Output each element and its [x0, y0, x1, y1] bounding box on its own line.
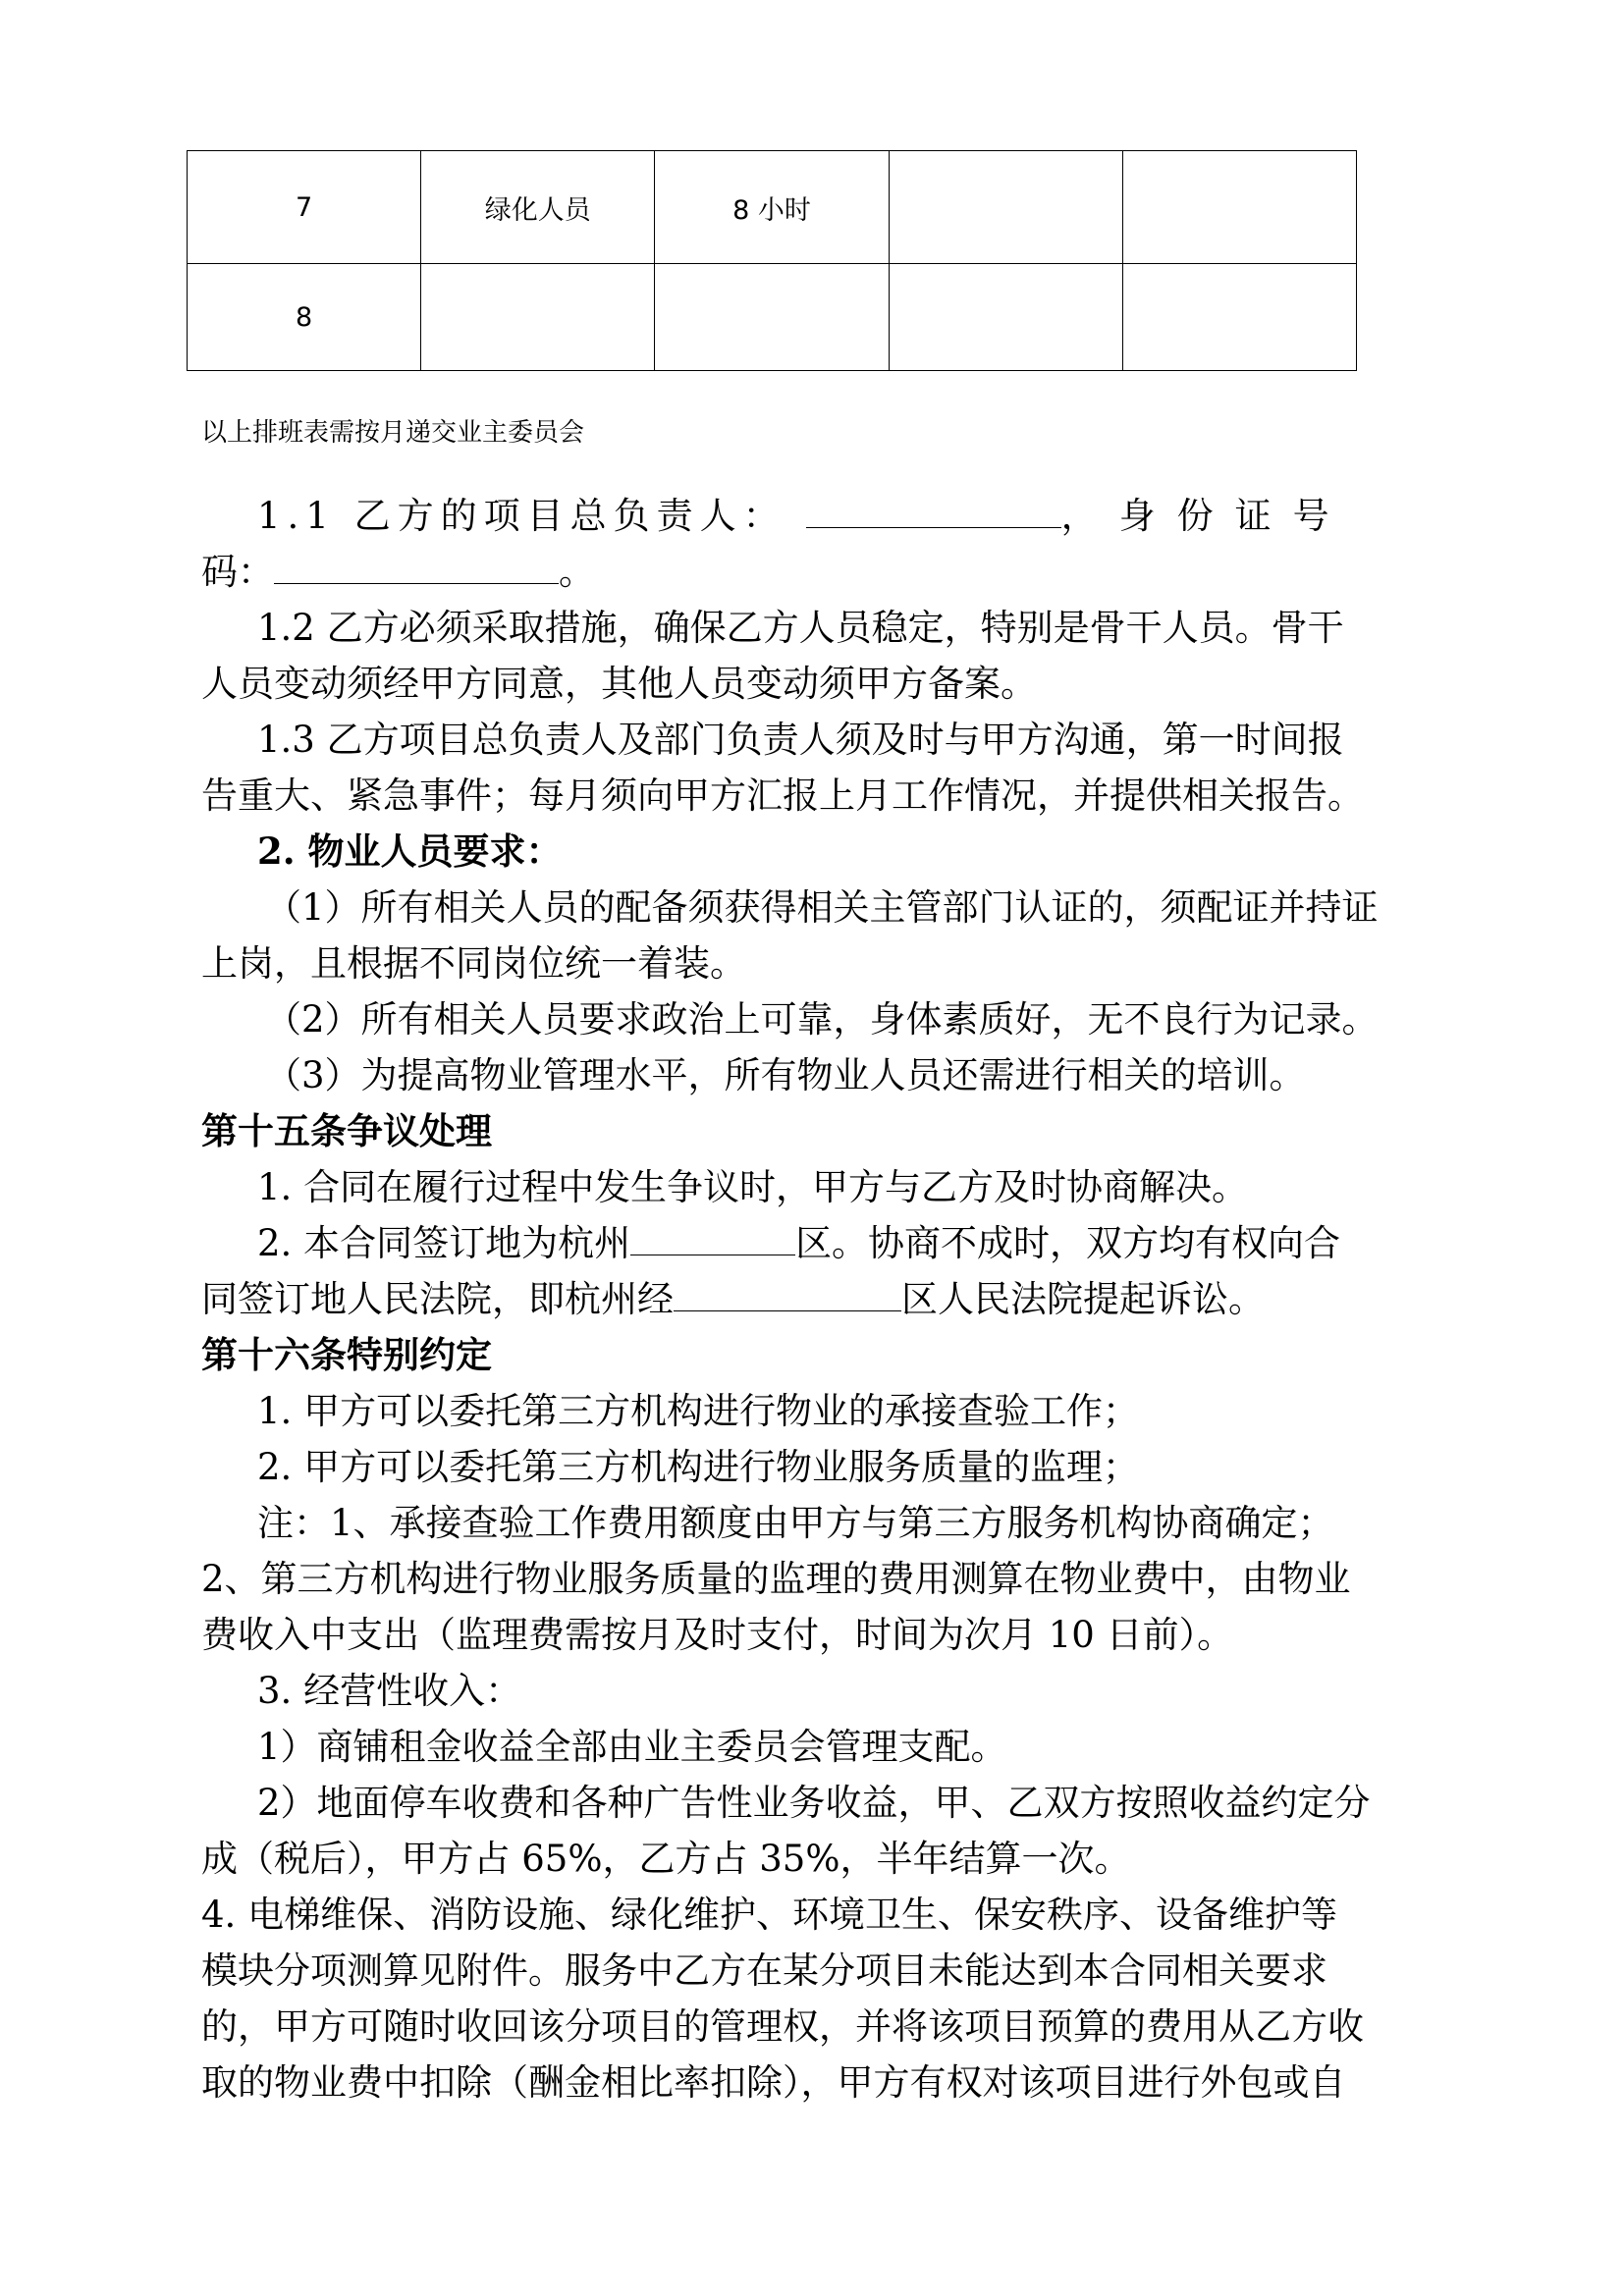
paragraph-line: 1）商铺租金收益全部由业主委员会管理支配。 — [257, 1726, 1007, 1768]
paragraph-line: 2、第三方机构进行物业服务质量的监理的费用测算在物业费中，由物业 — [201, 1558, 1351, 1600]
paragraph-line: 模块分项测算见附件。服务中乙方在某分项目未能达到本合同相关要求 — [201, 1949, 1327, 1992]
paragraph-line: （1）所有相关人员的配备须获得相关主管部门认证的，须配证并持证 — [265, 886, 1379, 929]
text: 同签订地人民法院，即杭州经 — [201, 1278, 674, 1320]
paragraph-line: 成（税后），甲方占 65%，乙方占 35%，半年结算一次。 — [201, 1838, 1131, 1880]
paragraph-line: 1.2 乙方必须采取措施，确保乙方人员稳定，特别是骨干人员。骨干 — [257, 607, 1344, 649]
paragraph-line: 2）地面停车收费和各种广告性业务收益，甲、乙双方按照收益约定分 — [257, 1782, 1371, 1824]
table-cell — [1122, 264, 1356, 371]
article-heading: 第十五条争议处理 — [201, 1109, 492, 1152]
paragraph-line: 1.3 乙方项目总负责人及部门负责人须及时与甲方沟通，第一时间报 — [257, 719, 1344, 761]
table-row — [188, 151, 1357, 264]
text: ，身份证号 — [1060, 495, 1351, 537]
paragraph-line: 2. 甲方可以委托第三方机构进行物业服务质量的监理； — [257, 1446, 1140, 1488]
paragraph-line: 告重大、紧急事件；每月须向甲方汇报上月工作情况，并提供相关报告。 — [201, 774, 1364, 817]
table-row — [188, 264, 1357, 371]
table-note: 以上排班表需按月递交业主委员会 — [201, 418, 585, 448]
paragraph-line: 1. 甲方可以委托第三方机构进行物业的承接查验工作； — [257, 1390, 1140, 1432]
fill-in-blank — [630, 1217, 795, 1255]
paragraph-line — [257, 1215, 1428, 1271]
paragraph-line: 3. 经营性收入： — [257, 1670, 522, 1712]
paragraph-line: 上岗，且根据不同岗位统一着装。 — [201, 942, 746, 985]
table-cell: 绿化人员 — [421, 151, 655, 264]
fill-in-blank — [274, 546, 559, 584]
section-heading: 2. 物业人员要求： — [257, 829, 563, 873]
text: 1.1 乙方的项目总负责人： — [257, 495, 786, 537]
paragraph-line: 的，甲方可随时收回该分项目的管理权，并将该项目预算的费用从乙方收 — [201, 2005, 1364, 2048]
table-cell — [889, 151, 1122, 264]
paragraph-line: 注：1、承接查验工作费用额度由甲方与第三方服务机构协商确定； — [257, 1502, 1334, 1544]
text: 。 — [559, 551, 595, 593]
text: 区。协商不成时，双方均有权向合 — [795, 1222, 1341, 1264]
table-cell — [421, 264, 655, 371]
paragraph-line: 费收入中支出（监理费需按月及时支付，时间为次月 10 日前）。 — [201, 1614, 1234, 1656]
paragraph-line: 4. 电梯维保、消防设施、绿化维护、环境卫生、保安秩序、设备维护等 — [201, 1894, 1338, 1936]
text: 2. 本合同签订地为杭州 — [257, 1222, 631, 1264]
paragraph-line: 1. 合同在履行过程中发生争议时，甲方与乙方及时协商解决。 — [257, 1166, 1249, 1208]
table-cell: 8 小时 — [655, 151, 889, 264]
fill-in-blank — [674, 1273, 901, 1311]
text: 区人民法院提起诉讼。 — [901, 1278, 1265, 1320]
article-heading: 第十六条特别约定 — [201, 1333, 492, 1376]
table-cell: 8 — [188, 264, 421, 371]
table-cell: 7 — [188, 151, 421, 264]
paragraph-line — [201, 1271, 1429, 1327]
paragraph-line — [201, 544, 1429, 600]
paragraph-line: 取的物业费中扣除（酬金相比率扣除），甲方有权对该项目进行外包或自 — [201, 2061, 1346, 2104]
table-cell — [889, 264, 1122, 371]
paragraph-line: 人员变动须经甲方同意，其他人员变动须甲方备案。 — [201, 663, 1037, 705]
text: 码： — [201, 551, 274, 593]
paragraph-line: （2）所有相关人员要求政治上可靠，身体素质好，无不良行为记录。 — [265, 998, 1379, 1041]
fill-in-blank — [806, 490, 1061, 528]
table-cell — [1122, 151, 1356, 264]
paragraph-line — [257, 488, 1428, 544]
paragraph-line: （3）为提高物业管理水平，所有物业人员还需进行相关的培训。 — [265, 1054, 1306, 1096]
table-cell — [655, 264, 889, 371]
shift-roster-table — [187, 150, 1357, 371]
